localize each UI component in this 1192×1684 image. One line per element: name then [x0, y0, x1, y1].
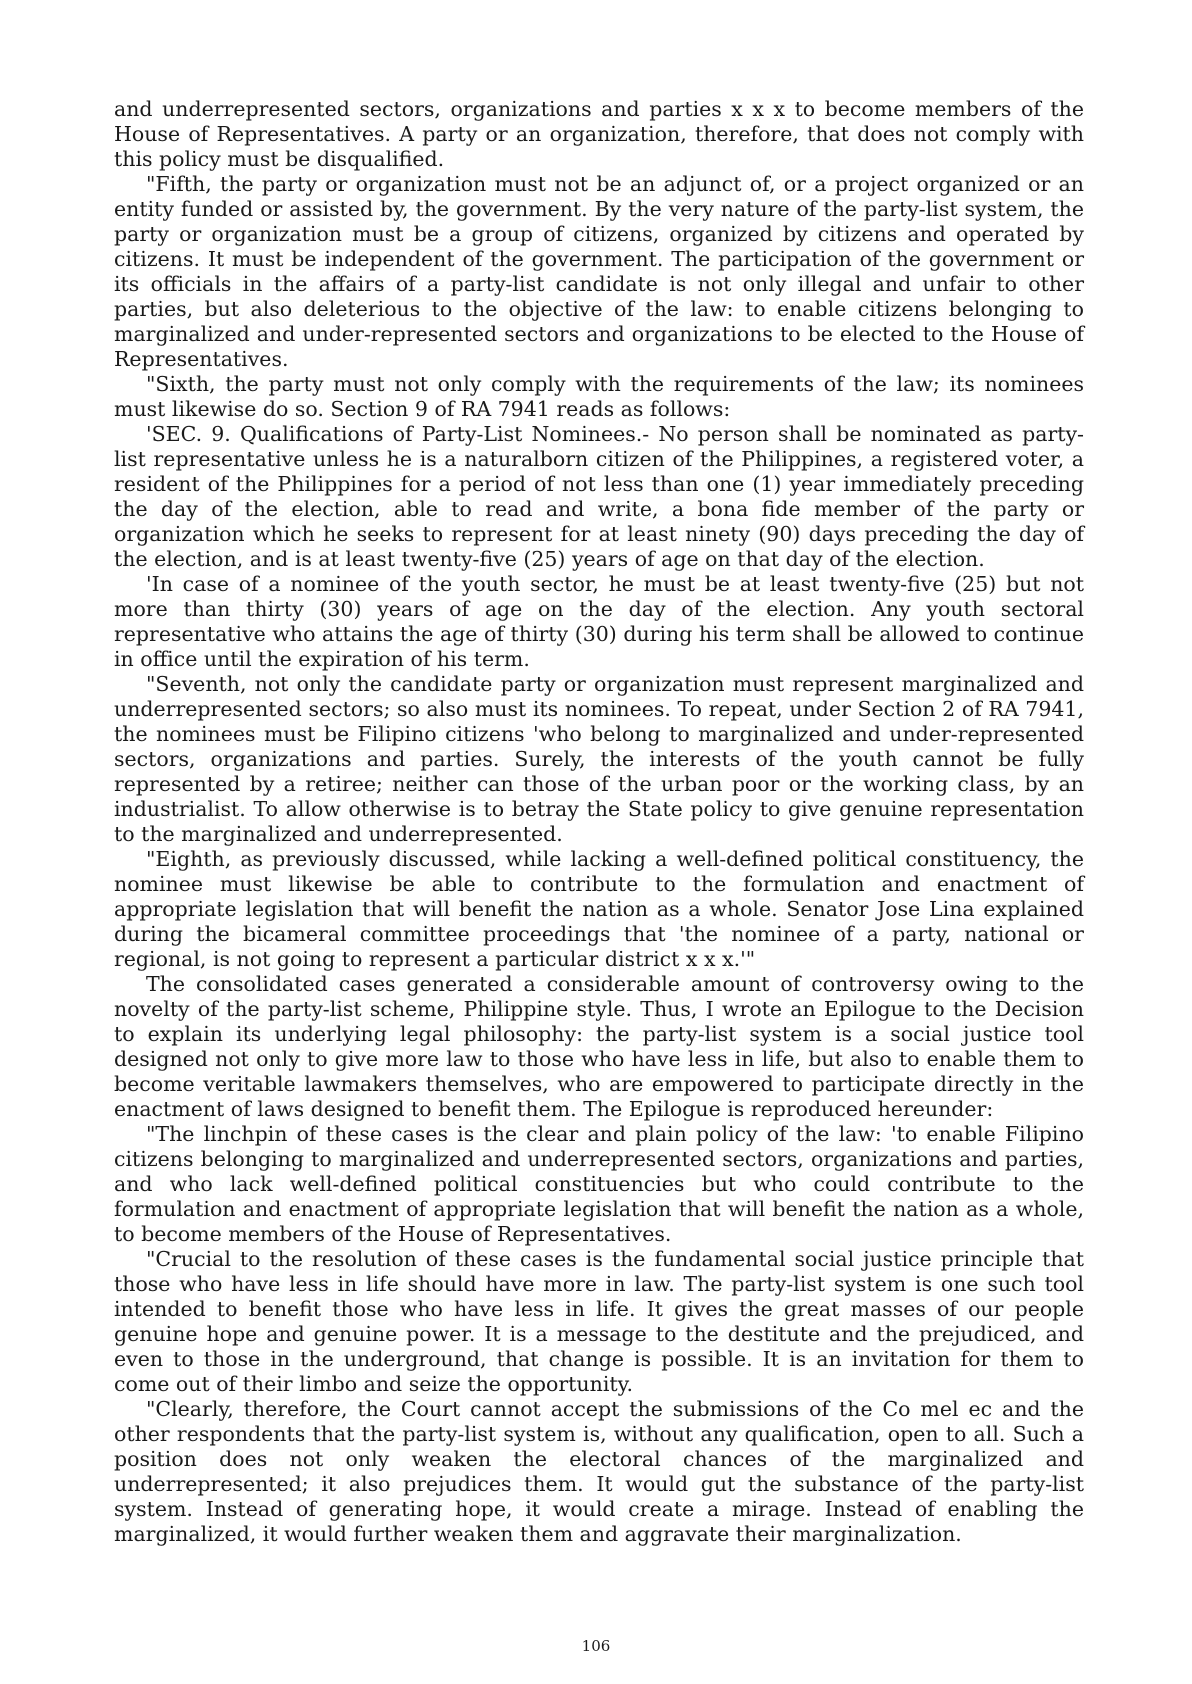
paragraph: "Sixth, the party must not only comply with the requirements of the law; its nominees must likewise do so. Section 9 of RA 7941 reads as follows:	[114, 372, 1084, 421]
paragraph: "Crucial to the resolution of these cases is the fundamental social justice principle that those who have less in life should have more in law. The party-list system is one such tool intended to benefit those who have less in life. It gives the great masses of our people genuine hope and genuine power. It is a message to the destitute and the prejudiced, and even to those in the underground, that change is possible. It is an invitation for them to come out of their limbo and seize the opportunity.	[114, 1247, 1084, 1396]
paragraph: "The linchpin of these cases is the clear and plain policy of the law: 'to enable Filipino citizens belonging to marginalized and underrepresented sectors, organizations and parties, and who lack well-defined political constituencies but who could contribute to the formulation and enactment of appropriate legislation that will benefit the nation as a whole, to become members of the House of Representatives.	[114, 1122, 1084, 1246]
paragraph: The consolidated cases generated a considerable amount of controversy owing to the novelty of the party-list scheme, Philippine style. Thus, I wrote an Epilogue to the Decision to explain its underlying legal philosophy: the party-list system is a social justice tool designed not only to give more law to those who have less in life, but also to enable them to become veritable lawmakers themselves, who are empowered to participate directly in the enactment of laws designed to benefit them. The Epilogue is reproduced hereunder:	[114, 972, 1084, 1121]
page-number: 106	[581, 1637, 611, 1655]
paragraph: "Seventh, not only the candidate party or organization must represent marginalized and underrepresented sectors; so also must its nominees. To repeat, under Section 2 of RA 7941, the nominees must be Filipino citizens 'who belong to marginalized and under-represented sectors, organizations and parties. Surely, the interests of the youth cannot be fully represented by a retiree; neither can those of the urban poor or the working class, by an industrialist. To allow otherwise is to betray the State policy to give genuine representation to the marginalized and underrepresented.	[114, 672, 1084, 846]
paragraph: 'In case of a nominee of the youth sector, he must be at least twenty-five (25) but not more than thirty (30) years of age on the day of the election. Any youth sectoral representative who attains the age of thirty (30) during his term shall be allowed to continue in office until the expiration of his term.	[114, 572, 1084, 671]
paragraph: "Fifth, the party or organization must not be an adjunct of, or a project organized or an entity funded or assisted by, the government. By the very nature of the party-list system, the party or organization must be a group of citizens, organized by citizens and operated by citizens. It must be independent of the government. The participation of the government or its officials in the affairs of a party-list candidate is not only illegal and unfair to other parties, but also deleterious to the objective of the law: to enable citizens belonging to marginalized and under-represented sectors and organizations to be elected to the House of Representatives.	[114, 172, 1084, 371]
paragraph: "Clearly, therefore, the Court cannot accept the submissions of the Co mel ec and the other respondents that the party-list system is, without any qualification, open to all. Such a position does not only weaken the electoral chances of the marginalized and underrepresented; it also prejudices them. It would gut the substance of the party-list system. Instead of generating hope, it would create a mirage. Instead of enabling the marginalized, it would further weaken them and aggravate their marginalization.	[114, 1397, 1084, 1546]
document-body	[114, 97, 1084, 1547]
paragraph: and underrepresented sectors, organizations and parties x x x to become members of the House of Representatives. A party or an organization, therefore, that does not comply with this policy must be disqualified.	[114, 97, 1084, 171]
paragraph: 'SEC. 9. Qualifications of Party-List Nominees.- No person shall be nominated as party-list representative unless he is a naturalborn citizen of the Philippines, a registered voter, a resident of the Philippines for a period of not less than one (1) year immediately preceding the day of the election, able to read and write, a bona fide member of the party or organization which he seeks to represent for at least ninety (90) days preceding the day of the election, and is at least twenty-five (25) years of age on that day of the election.	[114, 422, 1084, 571]
paragraph: "Eighth, as previously discussed, while lacking a well-defined political constituency, the nominee must likewise be able to contribute to the formulation and enactment of appropriate legislation that will benefit the nation as a whole. Senator Jose Lina explained during the bicameral committee proceedings that 'the nominee of a party, national or regional, is not going to represent a particular district x x x.'"	[114, 847, 1084, 971]
